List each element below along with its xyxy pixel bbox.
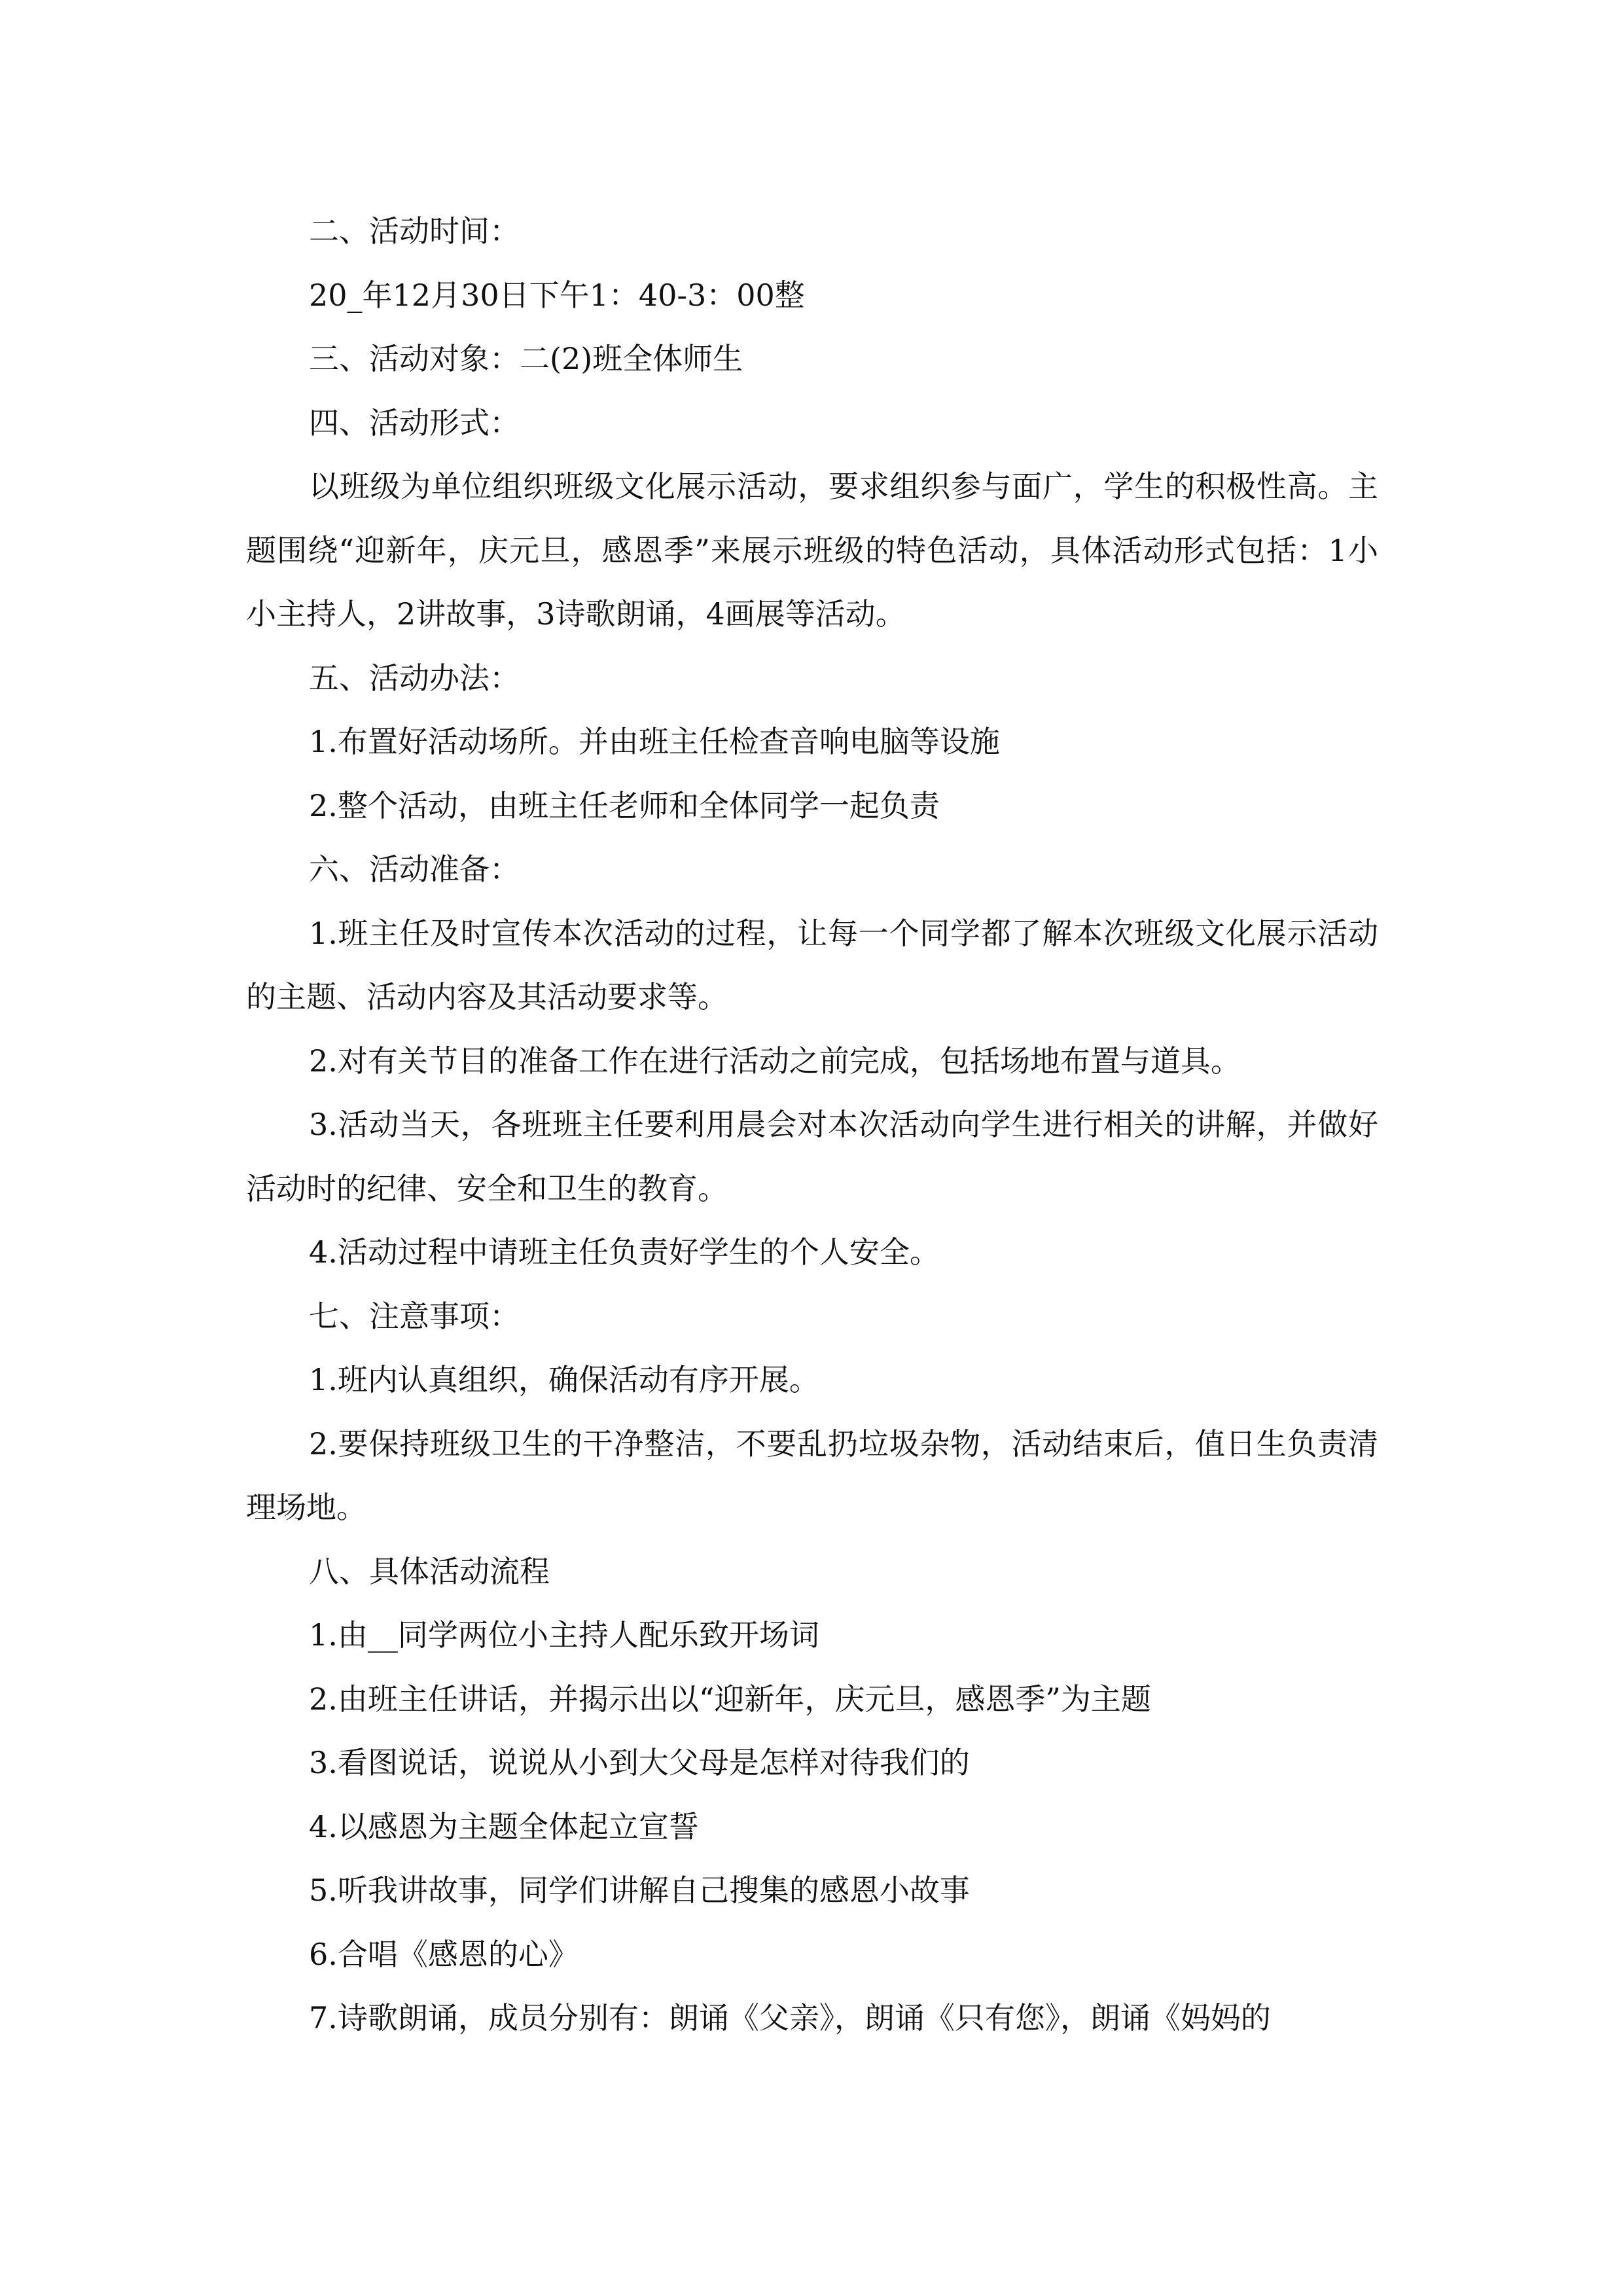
list-item-procedure-3: 3.看图说话，说说从小到大父母是怎样对待我们的	[309, 1745, 970, 1780]
list-item-method-2: 2.整个活动，由班主任老师和全体同学一起负责	[309, 787, 940, 823]
paragraph-activity-form: 以班级为单位组织班级文化展示活动，要求组织参与面广，学生的积极性高。主题围绕“迎新年，庆元旦，感恩季”来展示班级的特色活动，具体活动形式包括：1小小主持人，2讲故事，3诗歌朗诵，4画展等活动。	[246, 469, 1378, 632]
list-item-method-1: 1.布置好活动场所。并由班主任检查音响电脑等设施	[309, 724, 1000, 759]
list-item-preparation-2: 2.对有关节目的准备工作在进行活动之前完成，包括场地布置与道具。	[309, 1043, 1241, 1079]
list-item-preparation-4: 4.活动过程中请班主任负责好学生的个人安全。	[309, 1234, 940, 1270]
list-item-procedure-7: 7.诗歌朗诵，成员分别有：朗诵《父亲》，朗诵《只有您》，朗诵《妈妈的	[309, 2000, 1271, 2036]
section-heading-notes: 七、注意事项：	[309, 1298, 520, 1334]
list-item-notes-1: 1.班内认真组织，确保活动有序开展。	[309, 1362, 819, 1397]
section-heading-preparation: 六、活动准备：	[309, 852, 520, 887]
list-item-procedure-1: 1.由__同学两位小主持人配乐致开场词	[309, 1617, 819, 1653]
list-item-preparation-3: 3.活动当天，各班班主任要利用晨会对本次活动向学生进行相关的讲解，并做好活动时的纪律、安全和卫生的教育。	[246, 1107, 1378, 1206]
list-item-procedure-4: 4.以感恩为主题全体起立宣誓	[309, 1808, 699, 1844]
document-body	[246, 200, 1378, 2051]
list-item-preparation-1: 1.班主任及时宣传本次活动的过程，让每一个同学都了解本次班级文化展示活动的主题、活动内容及其活动要求等。	[246, 915, 1378, 1014]
list-item-procedure-2: 2.由班主任讲话，并揭示出以“迎新年，庆元旦，感恩季”为主题	[309, 1681, 1151, 1717]
list-item-procedure-5: 5.听我讲故事，同学们讲解自己搜集的感恩小故事	[309, 1873, 970, 1908]
section-heading-activity-form: 四、活动形式：	[309, 404, 520, 440]
section-heading-procedure: 八、具体活动流程	[309, 1553, 550, 1589]
list-item-procedure-6: 6.合唱《感恩的心》	[309, 1936, 579, 1972]
section-heading-activity-time: 二、活动时间：	[309, 213, 520, 249]
section-heading-activity-method: 五、活动办法：	[309, 660, 520, 696]
paragraph-activity-time-value: 20_年12月30日下午1：40-3：00整	[309, 277, 805, 313]
list-item-notes-2: 2.要保持班级卫生的干净整洁，不要乱扔垃圾杂物，活动结束后，值日生负责清理场地。	[246, 1426, 1378, 1525]
section-heading-activity-target: 三、活动对象：二(2)班全体师生	[309, 341, 743, 376]
